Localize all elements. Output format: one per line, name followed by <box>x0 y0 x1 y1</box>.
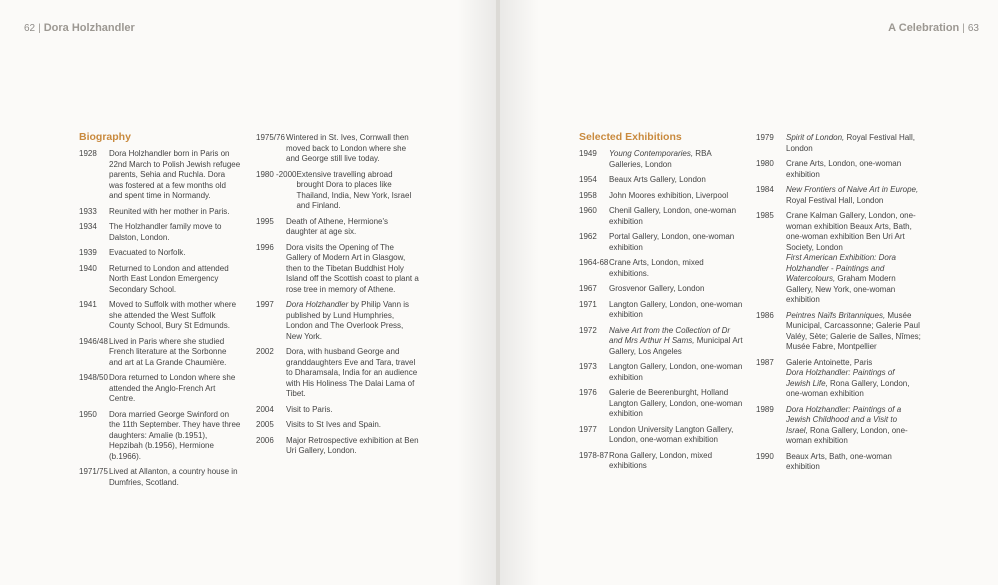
timeline-entry <box>756 185 921 206</box>
left-page-number: 62 <box>24 23 36 34</box>
entry-year: 1928 <box>79 149 97 158</box>
timeline-entry <box>79 207 241 218</box>
entry-description: Crane Arts, London, mixed exhibitions. <box>609 258 704 278</box>
right-running-head: A Celebration | 63 <box>888 22 979 34</box>
timeline-entry <box>756 358 921 400</box>
entry-description: by Philip Vann is published by Lund Humphries, London and The Overlook Press, New York. <box>286 300 410 341</box>
timeline-entry <box>579 284 744 295</box>
entry-description: Royal Festival Hall, London <box>786 195 884 205</box>
entry-description: Dora visits the Opening of The Gallery of Modern Art in Glasgow, then to the Tibetan Buddhist Holy Island off the Scottish coast to plant a rose tree in memory of Athene. <box>286 242 419 294</box>
timeline-entry <box>756 133 921 154</box>
entry-description: Royal Festival Hall, London <box>786 133 915 153</box>
entry-description: Extensive travelling abroad brought Dora to places like Thailand, India, New York, Israel and Finland. <box>296 169 412 210</box>
entry-year: 1986 <box>756 310 774 320</box>
timeline-entry <box>79 373 241 405</box>
entry-year: 2004 <box>256 404 274 414</box>
timeline-entry <box>256 347 420 400</box>
timeline-entry <box>756 405 921 447</box>
timeline-entry <box>579 232 744 253</box>
entry-text <box>609 149 744 170</box>
timeline-entry <box>579 258 744 279</box>
timeline-entry <box>579 326 744 358</box>
entry-year: 1960 <box>579 206 597 215</box>
entry-description: Municipal Art Gallery, Los Angeles <box>609 336 743 356</box>
entry-description: Galerie Antoinette, Paris <box>786 357 873 367</box>
entry-year: 1934 <box>79 222 97 231</box>
biography-column-2 <box>256 133 420 462</box>
timeline-entry <box>579 300 744 321</box>
timeline-entry <box>79 248 241 259</box>
entry-text <box>609 388 744 420</box>
timeline-entry <box>756 311 921 353</box>
timeline-entry <box>79 149 241 202</box>
timeline-entry <box>256 243 420 296</box>
entry-text <box>609 362 744 383</box>
left-running-head: 62 | Dora Holzhandler <box>24 22 135 34</box>
entry-year: 1941 <box>79 300 97 309</box>
entry-text <box>786 133 921 154</box>
entry-year: 1933 <box>79 206 97 216</box>
entry-description: Returned to London and attended North East London Emergency Secondary School. <box>109 263 229 294</box>
entry-description: Musée Municipal, Carcassonne; Galerie Paul Valéy, Sète; Galerie de Salles, Nîmes; Musée Fabre, Montpellier <box>786 310 921 351</box>
entry-year: 1987 <box>756 357 774 367</box>
entry-text <box>609 206 744 227</box>
entry-text <box>109 149 241 202</box>
entry-text <box>109 264 241 296</box>
timeline-entry <box>579 451 744 472</box>
entry-year: 1949 <box>579 149 597 158</box>
timeline-entry <box>579 175 744 186</box>
entry-description: Dora returned to London where she attended the Anglo-French Art Centre. <box>109 373 236 403</box>
entry-text <box>609 284 744 295</box>
entry-text <box>786 159 921 180</box>
entry-year: 1989 <box>756 404 774 414</box>
right-running-title: A Celebration <box>888 22 960 34</box>
timeline-entry <box>579 191 744 202</box>
timeline-entry <box>256 217 420 238</box>
left-page <box>0 0 497 585</box>
biography-heading: Biography <box>79 131 131 143</box>
entry-year: 1980 <box>756 159 774 168</box>
timeline-entry <box>79 300 241 332</box>
entry-description: Lived at Allanton, a country house in Dumfries, Scotland. <box>109 467 238 487</box>
timeline-entry <box>756 211 921 306</box>
timeline-entry <box>79 467 241 488</box>
entry-description: Grosvenor Gallery, London <box>609 284 705 293</box>
entry-text <box>109 300 241 332</box>
entry-year: 1990 <box>756 451 774 461</box>
entry-year: 2006 <box>256 435 274 445</box>
timeline-entry <box>579 362 744 383</box>
entry-description: Rona Gallery, London, one-woman exhibition <box>786 378 910 398</box>
entry-description: Beaux Arts, Bath, one-woman exhibition <box>786 451 892 471</box>
entry-text <box>609 425 744 446</box>
entry-description: RBA Galleries, London <box>609 149 712 169</box>
entry-text <box>286 405 420 416</box>
entry-description: Visits to St Ives and Spain. <box>286 420 382 429</box>
entry-year: 1972 <box>579 325 597 335</box>
entry-text <box>109 410 241 463</box>
entry-year: 1964-68 <box>579 258 609 267</box>
entry-text <box>786 211 921 306</box>
entry-title-italic: Dora Holzhandler: Paintings of Jewish Life, <box>786 368 895 388</box>
entry-title-italic: New Frontiers of Naive Art in Europe, <box>786 185 919 194</box>
entry-text <box>286 217 420 238</box>
timeline-entry <box>79 222 241 243</box>
entry-year: 2005 <box>256 420 274 429</box>
entry-description: Crane Kalman Gallery, London, one-woman exhibition Beaux Arts, Bath, one-woman exhibition Ben Uri Art Society, London <box>786 211 916 252</box>
entry-description: Reunited with her mother in Paris. <box>109 206 230 216</box>
entry-text <box>109 337 241 369</box>
entry-title-italic: First American Exhibition: Dora Holzhandler - Paintings and Watercolours, <box>786 253 896 283</box>
timeline-entry <box>579 149 744 170</box>
timeline-entry <box>256 420 420 431</box>
timeline-entry <box>756 159 921 180</box>
entry-year: 1946/48 <box>79 336 108 346</box>
entry-year: 2002 <box>256 347 274 356</box>
entry-text <box>109 467 241 488</box>
entry-description: The Holzhandler family move to Dalston, London. <box>109 222 222 242</box>
entry-text <box>609 451 744 472</box>
entry-description: Death of Athene, Hermione's daughter at age six. <box>286 216 389 236</box>
entry-year: 1984 <box>756 185 774 194</box>
entry-year: 1976 <box>579 388 597 397</box>
entry-title-italic: Dora Holzhandler <box>286 300 349 309</box>
entry-year: 1948/50 <box>79 373 108 382</box>
entry-description: Dora married George Swinford on the 11th September. They have three daughters: Amalie (b.1951), Hepzibah (b.1956), Hermione (b.1966). <box>109 409 241 461</box>
entry-year: 1996 <box>256 242 274 252</box>
entry-description: Beaux Arts Gallery, London <box>609 175 706 184</box>
entry-year: 1975/76 <box>256 133 285 142</box>
entry-description: Crane Arts, London, one-woman exhibition <box>786 159 902 179</box>
entry-year: 1980 -2000 <box>256 169 297 179</box>
entry-description: Rona Gallery, London, one-woman exhibition <box>786 425 908 445</box>
timeline-entry <box>256 436 420 457</box>
entry-description: Dora Holzhandler born in Paris on 22nd March to Polish Jewish refugee parents, Sehia and Ruchla. Dora was fostered at a few months old and spent time in Normandy. <box>109 149 241 200</box>
entry-text <box>109 222 241 243</box>
exhibitions-heading: Selected Exhibitions <box>579 131 682 143</box>
entry-year: 1958 <box>579 190 597 200</box>
entry-year: 1940 <box>79 263 97 273</box>
exhibitions-column-1 <box>579 149 744 477</box>
entry-title-italic: Peintres Naïfs Britanniques, <box>786 310 886 320</box>
entry-year: 1985 <box>756 211 774 220</box>
entry-description: Visit to Paris. <box>286 404 333 414</box>
timeline-entry <box>579 388 744 420</box>
entry-description: London University Langton Gallery, London, one-woman exhibition <box>609 424 734 444</box>
entry-text <box>786 405 921 447</box>
entry-text <box>786 185 921 206</box>
timeline-entry <box>756 452 921 473</box>
entry-year: 1971 <box>579 299 597 309</box>
entry-text <box>109 373 241 405</box>
timeline-entry <box>79 337 241 369</box>
right-page <box>499 0 998 585</box>
entry-title-italic: Young Contemporaries, <box>609 149 694 158</box>
left-running-title: Dora Holzhandler <box>43 22 135 34</box>
right-page-number: 63 <box>967 23 979 34</box>
entry-year: 1973 <box>579 362 597 371</box>
entry-text <box>109 248 241 259</box>
entry-year: 1995 <box>256 216 274 226</box>
entry-year: 1950 <box>79 409 97 419</box>
timeline-entry <box>579 425 744 446</box>
timeline-entry <box>256 300 420 342</box>
entry-text <box>609 326 744 358</box>
entry-text <box>296 170 420 212</box>
entry-text <box>286 133 420 165</box>
book-spine <box>496 0 500 585</box>
entry-year: 1939 <box>79 248 97 257</box>
entry-description: Portal Gallery, London, one-woman exhibition <box>609 232 735 252</box>
entry-description: Graham Modern Gallery, New York, one-woman exhibition <box>786 274 896 304</box>
entry-text <box>786 358 921 400</box>
entry-description: Langton Gallery, London, one-woman exhibition <box>609 299 743 319</box>
entry-text <box>286 243 420 296</box>
timeline-entry <box>79 264 241 296</box>
entry-text <box>786 452 921 473</box>
exhibitions-column-2 <box>756 133 921 478</box>
biography-column-1 <box>79 149 241 493</box>
entry-text <box>286 347 420 400</box>
entry-year: 1954 <box>579 175 597 184</box>
timeline-entry <box>579 206 744 227</box>
entry-text <box>286 420 420 431</box>
entry-title-italic: Naive Art from the Collection of Dr and Mrs Arthur H Sams, <box>609 325 731 345</box>
entry-description: Galerie de Beerenburght, Holland Langton Gallery, London, one-woman exhibition <box>609 388 743 418</box>
entry-description: Rona Gallery, London, mixed exhibitions <box>609 450 713 470</box>
entry-text <box>609 232 744 253</box>
entry-text <box>609 300 744 321</box>
timeline-entry <box>256 133 420 165</box>
entry-text <box>786 311 921 353</box>
entry-year: 1977 <box>579 424 597 434</box>
entry-description: Lived in Paris where she studied French literature at the Sorbonne and art at La Grande Chaumière. <box>109 336 227 367</box>
entry-year: 1978-87 <box>579 450 609 460</box>
entry-title-italic: Dora Holzhandler: Paintings of a Jewish Childhood and a Visit to Israel, <box>786 404 902 435</box>
entry-description: John Moores exhibition, Liverpool <box>609 190 729 200</box>
entry-description: Chenil Gallery, London, one-woman exhibition <box>609 206 737 226</box>
entry-text <box>609 175 744 186</box>
entry-description: Major Retrospective exhibition at Ben Uri Gallery, London. <box>286 435 419 455</box>
entry-description: Moved to Suffolk with mother where she attended the West Suffolk County School, Bury St Edmunds. <box>109 300 237 330</box>
timeline-entry <box>79 410 241 463</box>
entry-text <box>286 436 420 457</box>
timeline-entry <box>256 405 420 416</box>
entry-title-italic: Spirit of London, <box>786 133 845 142</box>
timeline-entry <box>256 170 420 212</box>
entry-description: Dora, with husband George and granddaughters Eve and Tara, travel to Dharamsala, India for an audience with His Holiness The Dalai Lama of Tibet. <box>286 347 418 398</box>
entry-year: 1962 <box>579 232 597 241</box>
entry-text <box>109 207 241 218</box>
entry-year: 1979 <box>756 133 774 142</box>
entry-year: 1967 <box>579 284 597 293</box>
entry-year: 1971/75 <box>79 467 108 476</box>
entry-text <box>286 300 420 342</box>
entry-description: Langton Gallery, London, one-woman exhibition <box>609 362 743 382</box>
entry-description: Wintered in St. Ives, Cornwall then moved back to London where she and George still live today. <box>286 133 409 163</box>
entry-year: 1997 <box>256 300 274 309</box>
entry-text <box>609 191 744 202</box>
entry-description: Evacuated to Norfolk. <box>109 248 186 257</box>
entry-text <box>609 258 744 279</box>
